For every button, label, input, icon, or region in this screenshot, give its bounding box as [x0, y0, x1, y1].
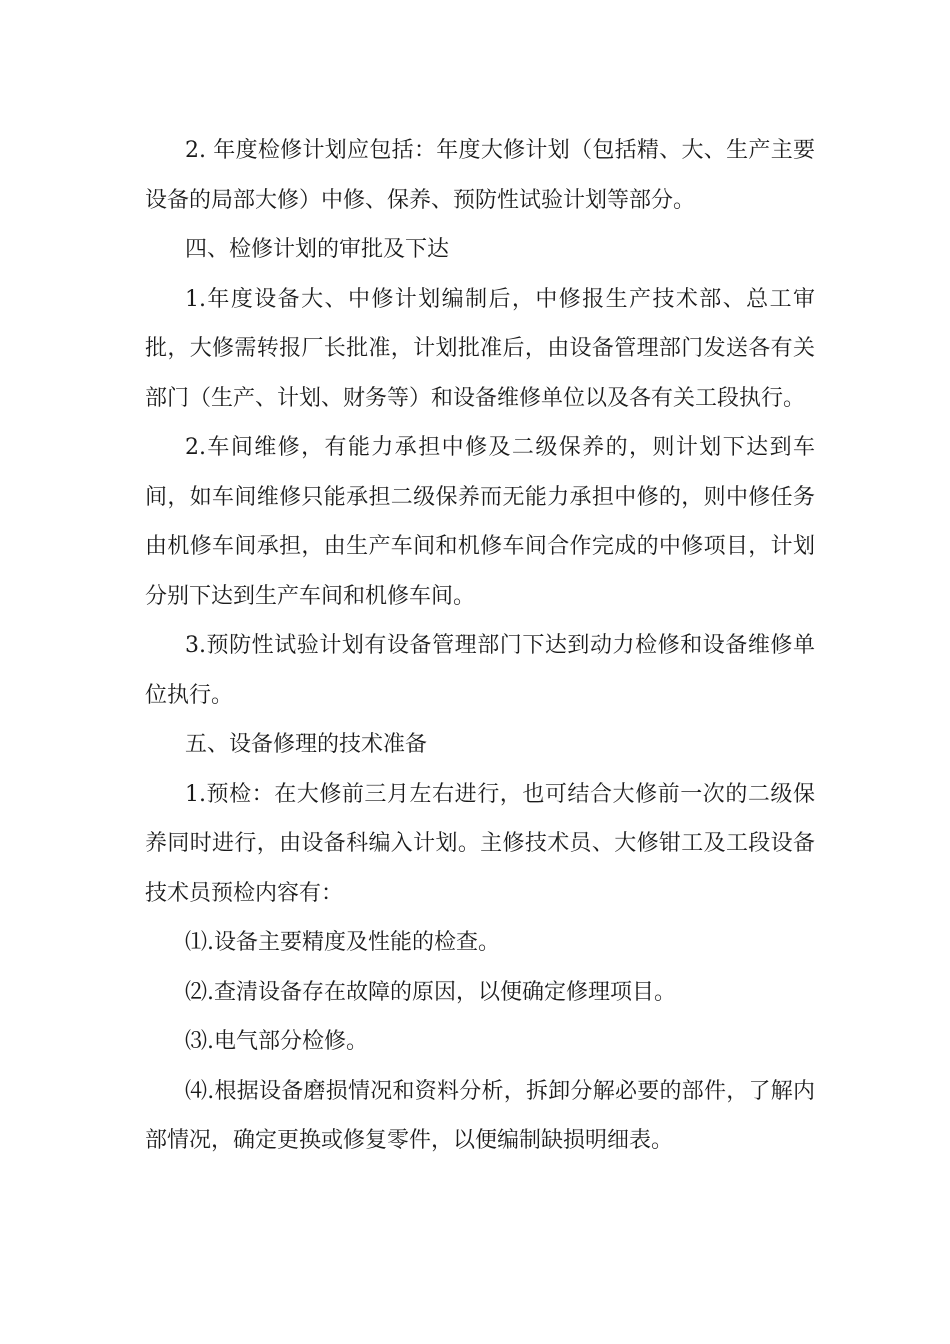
section-heading-approval: 四、检修计划的审批及下达: [185, 237, 450, 262]
paragraph-pre-inspection: 1.预检：在大修前三月左右进行，也可结合大修前一次的二级保养同时进行，由设备科编入计划。主修技术员、大修钳工及工段设备技术员预检内容有：: [145, 781, 815, 906]
section-heading-technical-preparation: 五、设备修理的技术准备: [185, 732, 428, 757]
list-item-4: ⑷.根据设备磨损情况和资料分析，拆卸分解必要的部件，了解内部情况，确定更换或修复零件，以便编制缺损明细表。: [145, 1078, 815, 1153]
list-item-1: ⑴.设备主要精度及性能的检查。: [185, 930, 500, 955]
list-item-2: ⑵.查清设备存在故障的原因，以便确定修理项目。: [185, 979, 676, 1005]
paragraph-approval-process: 1.年度设备大、中修计划编制后，中修报生产技术部、总工审批，大修需转报厂长批准，计划批准后，由设备管理部门发送各有关部门（生产、计划、财务等）和设备维修单位以及各有关工段执行。: [145, 286, 815, 411]
paragraph-workshop-maintenance: 2.车间维修，有能力承担中修及二级保养的，则计划下达到车间，如车间维修只能承担二级保养而无能力承担中修的，则中修任务由机修车间承担，由生产车间和机修车间合作完成的中修项目，计划分别下达到生产车间和机修车间。: [145, 435, 815, 609]
paragraph-preventive-test: 3.预防性试验计划有设备管理部门下达到动力检修和设备维修单位执行。: [145, 633, 815, 708]
document-body: [145, 126, 815, 1166]
list-item-3: ⑶.电气部分检修。: [185, 1029, 368, 1054]
paragraph-annual-plan-contents: 2. 年度检修计划应包括：年度大修计划（包括精、大、生产主要设备的局部大修）中修、保养、预防性试验计划等部分。: [145, 138, 815, 213]
